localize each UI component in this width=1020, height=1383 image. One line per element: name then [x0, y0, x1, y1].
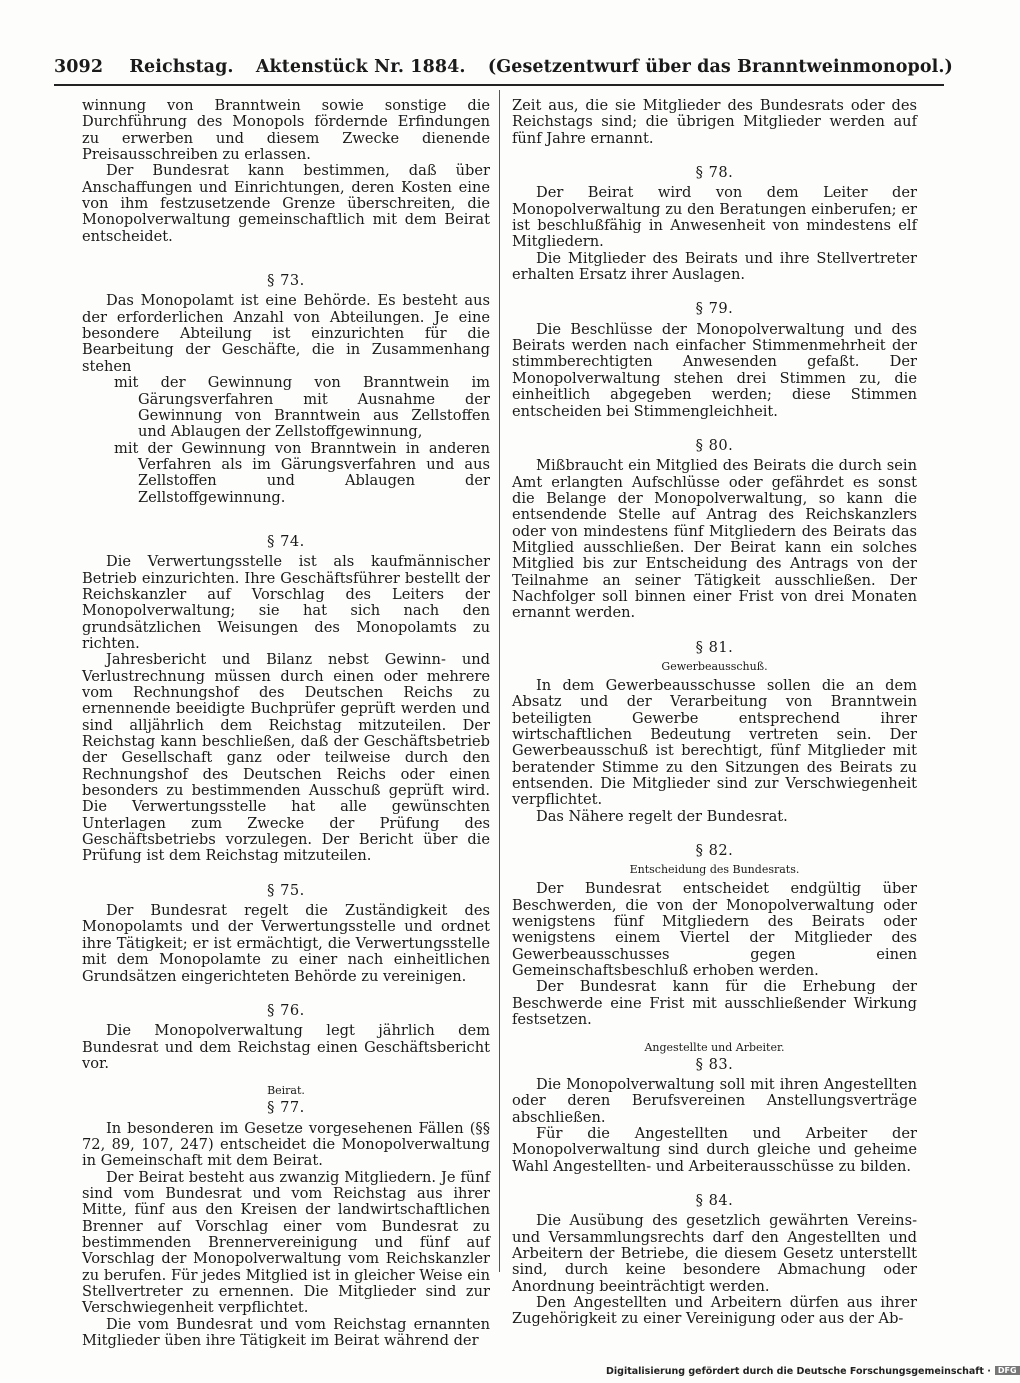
list-item: mit der Gewinnung von Branntwein in anderen Verfahren als im Gärungsverfahren und aus Zellstoffen und Ablaugen der Zellstoffgewinnung.	[114, 439, 490, 506]
paragraph: Zeit aus, die sie Mitglieder des Bundesrats oder des Reichstags sind; die übrigen Mitglieder werden auf fünf Jahre ernannt.	[512, 97, 917, 147]
paragraph: Die vom Bundesrat und vom Reichstag ernannten Mitglieder üben ihre Tätigkeit im Beirat während der	[82, 1315, 490, 1350]
header-reichstag: Reichstag.	[129, 57, 234, 77]
paragraph: winnung von Branntwein sowie sonstige die Durchführung des Monopols fördernde Erfindungen zu erwerben und diesem Zwecke dienende Preisausschreiben zu erlassen.	[82, 97, 490, 164]
section-heading-83: § 83.	[695, 1055, 734, 1073]
paragraph: Der Bundesrat entscheidet endgültig über Beschwerden, die von der Monopolverwaltung oder wenigstens fünf Mitgliedern des Beirats oder wenigstens einem Viertel der Mitglieder des Gewerbeausschusses gegen einen Gemeinschaftsbeschluß erhoben werden.	[512, 880, 917, 980]
paragraph: Mißbraucht ein Mitglied des Beirats die durch sein Amt erlangten Aufschlüsse oder gefährdet es sonst die Belange der Monopolverwaltung, so kann die entsendende Stelle auf Antrag des Reichskanzlers oder von mindestens fünf Mitgliedern des Beirats das Mitglied ausschließen. Der Beirat kann ein solches Mitglied bis zur Entscheidung des Antrags von der Teilnahme an seiner Tätigkeit ausschließen. Der Nachfolger soll binnen einer Frist von drei Monaten ernannt werden.	[512, 457, 917, 622]
list-item: mit der Gewinnung von Branntwein im Gärungsverfahren mit Ausnahme der Gewinnung von Branntwein aus Zellstoffen und Ablaugen der Zellstoffgewinnung,	[114, 374, 490, 441]
dfg-logo: DFG	[995, 1366, 1020, 1375]
column-divider	[499, 90, 500, 1272]
digitization-footer	[606, 1366, 1020, 1377]
section-heading-77: § 77.	[267, 1099, 305, 1117]
paragraph: Jahresbericht und Bilanz nebst Gewinn- und Verlustrechnung müssen durch einen oder mehrere vom Rechnungshof des Deutschen Reichs zu ernennende beeidigte Buchprüfer geprüft werden und sind alljährlich dem Reichstag mitzuteilen. Der Reichstag kann beschließen, daß der Geschäftsbetrieb der Gesellschaft ganz oder teilweise durch den Rechnungshof des Deutschen Reichs oder einen besonders zu bestimmenden Ausschuß geprüft wird. Die Verwertungsstelle hat alle gewünschten Unterlagen zum Zwecke der Prüfung des Geschäftsbetriebs vorzulegen. Der Bericht über die Prüfung ist dem Reichstag mitzuteilen.	[82, 651, 490, 865]
section-heading-81: § 81.	[695, 638, 734, 656]
header-document-title: (Gesetzentwurf über das Branntweinmonopol.)	[487, 57, 953, 77]
section-heading-84: § 84.	[695, 1191, 734, 1209]
left-column	[82, 98, 490, 1349]
paragraph: Das Nähere regelt der Bundesrat.	[536, 807, 788, 825]
section-heading-82: § 82.	[695, 842, 734, 860]
paragraph: Die Monopolverwaltung legt jährlich dem Bundesrat und dem Reichstag einen Geschäftsbericht vor.	[82, 1022, 490, 1072]
subheading-entscheidung: Entscheidung des Bundesrats.	[629, 863, 800, 877]
section-heading-75: § 75.	[267, 881, 305, 899]
page-header	[54, 57, 953, 77]
section-heading-79: § 79.	[695, 300, 734, 318]
paragraph: Die Verwertungsstelle ist als kaufmännischer Betrieb einzurichten. Ihre Geschäftsführer bestellt der Reichskanzler auf Vorschlag des Leiters der Monopolverwaltung; sie hat sich nach den grundsätzlichen Weisungen des Monopolamts zu richten.	[82, 553, 490, 652]
paragraph: Die Ausübung des gesetzlich gewährten Vereins- und Versammlungsrechts darf den Angestellten und Arbeitern der Betriebe, die diesem Gesetz unterstellt sind, durch keine besondere Abmachung oder Anordnung beeinträchtigt werden.	[512, 1212, 917, 1295]
paragraph: Der Beirat wird von dem Leiter der Monopolverwaltung zu den Beratungen einberufen; er ist beschlußfähig in Anwesenheit von mindestens elf Mitgliedern.	[512, 184, 917, 251]
paragraph: Die Beschlüsse der Monopolverwaltung und des Beirats werden nach einfacher Stimmenmehrheit der stimmberechtigten Anwesenden gefaßt. Der Monopolverwaltung stehen drei Stimmen zu, die einheitlich abgegeben werden; diese Stimmen entscheiden bei Stimmengleichheit.	[512, 320, 917, 420]
section-heading-73: § 73.	[267, 272, 305, 290]
section-heading-74: § 74.	[267, 532, 305, 550]
page-number: 3092	[54, 57, 104, 77]
right-column	[512, 98, 917, 1328]
paragraph: In dem Gewerbeausschusse sollen die an dem Absatz und der Verarbeitung von Branntwein beteiligten Gewerbe entsprechend ihrer wirtschaftlichen Bedeutung vertreten sein. Der Gewerbeausschuß ist berechtigt, fünf Mitglieder mit beratender Stimme zu den Sitzungen des Beirats zu entsenden. Die Mitglieder sind zur Verschwiegenheit verpflichtet.	[512, 676, 917, 809]
section-heading-78: § 78.	[695, 164, 734, 182]
header-aktenstueck: Aktenstück Nr. 1884.	[255, 57, 466, 77]
paragraph: Der Bundesrat kann für die Erhebung der Beschwerde eine Frist mit ausschließender Wirkung festsetzen.	[512, 978, 917, 1029]
paragraph: Der Bundesrat kann bestimmen, daß über Anschaffungen und Einrichtungen, deren Kosten eine von ihm festzusetzende Grenze überschreiten, die Monopolverwaltung gemeinschaftlich mit dem Beirat entscheidet.	[82, 162, 490, 245]
paragraph: Der Bundesrat regelt die Zuständigkeit des Monopolamts und der Verwertungsstelle und ordnet ihre Tätigkeit; er ist ermächtigt, die Verwertungsstelle mit dem Monopolamte zu einer nach einheitlichen Grundsätzen eingerichteten Behörde zu vereinigen.	[82, 902, 490, 985]
paragraph: Das Monopolamt ist eine Behörde. Es besteht aus der erforderlichen Anzahl von Abteilungen. Je eine besondere Abteilung ist einzurichten für die Bearbeitung der Geschäfte, die in Zusammenhang stehen	[82, 292, 490, 375]
section-heading-80: § 80.	[695, 436, 734, 454]
subheading-beirat: Beirat.	[267, 1084, 305, 1098]
header-rule	[54, 84, 944, 86]
footer-text: Digitalisierung gefördert durch die Deutsche Forschungsgemeinschaft ·	[606, 1366, 991, 1377]
paragraph: Für die Angestellten und Arbeiter der Monopolverwaltung sind durch gleiche und geheime Wahl Angestellten- und Arbeiterausschüsse zu bilden.	[512, 1124, 917, 1175]
paragraph: Die Monopolverwaltung soll mit ihren Angestellten oder deren Berufsvereinen Anstellungsverträge abschließen.	[512, 1075, 917, 1126]
subheading-angestellte: Angestellte und Arbeiter.	[644, 1040, 785, 1054]
paragraph: Die Mitglieder des Beirats und ihre Stellvertreter erhalten Ersatz ihrer Auslagen.	[512, 249, 917, 284]
section-heading-76: § 76.	[267, 1001, 305, 1019]
paragraph: Der Beirat besteht aus zwanzig Mitgliedern. Je fünf sind vom Bundesrat und vom Reichstag aus ihrer Mitte, fünf aus den Kreisen der landwirtschaftlichen Brenner auf Vorschlag einer vom Bundesrat zu bestimmenden Brennervereinigung und fünf auf Vorschlag der Monopolverwaltung vom Reichskanzler zu berufen. Für jedes Mitglied ist in gleicher Weise ein Stellvertreter zu ernennen. Die Mitglieder sind zur Verschwiegenheit verpflichtet.	[82, 1168, 490, 1317]
subheading-gewerbeausschuss: Gewerbeausschuß.	[661, 659, 768, 673]
paragraph: Den Angestellten und Arbeitern dürfen aus ihrer Zugehörigkeit zu einer Vereinigung oder aus der Ab-	[512, 1293, 917, 1328]
paragraph: In besonderen im Gesetze vorgesehenen Fällen (§§ 72, 89, 107, 247) entscheidet die Monopolverwaltung in Gemeinschaft mit dem Beirat.	[82, 1119, 490, 1170]
